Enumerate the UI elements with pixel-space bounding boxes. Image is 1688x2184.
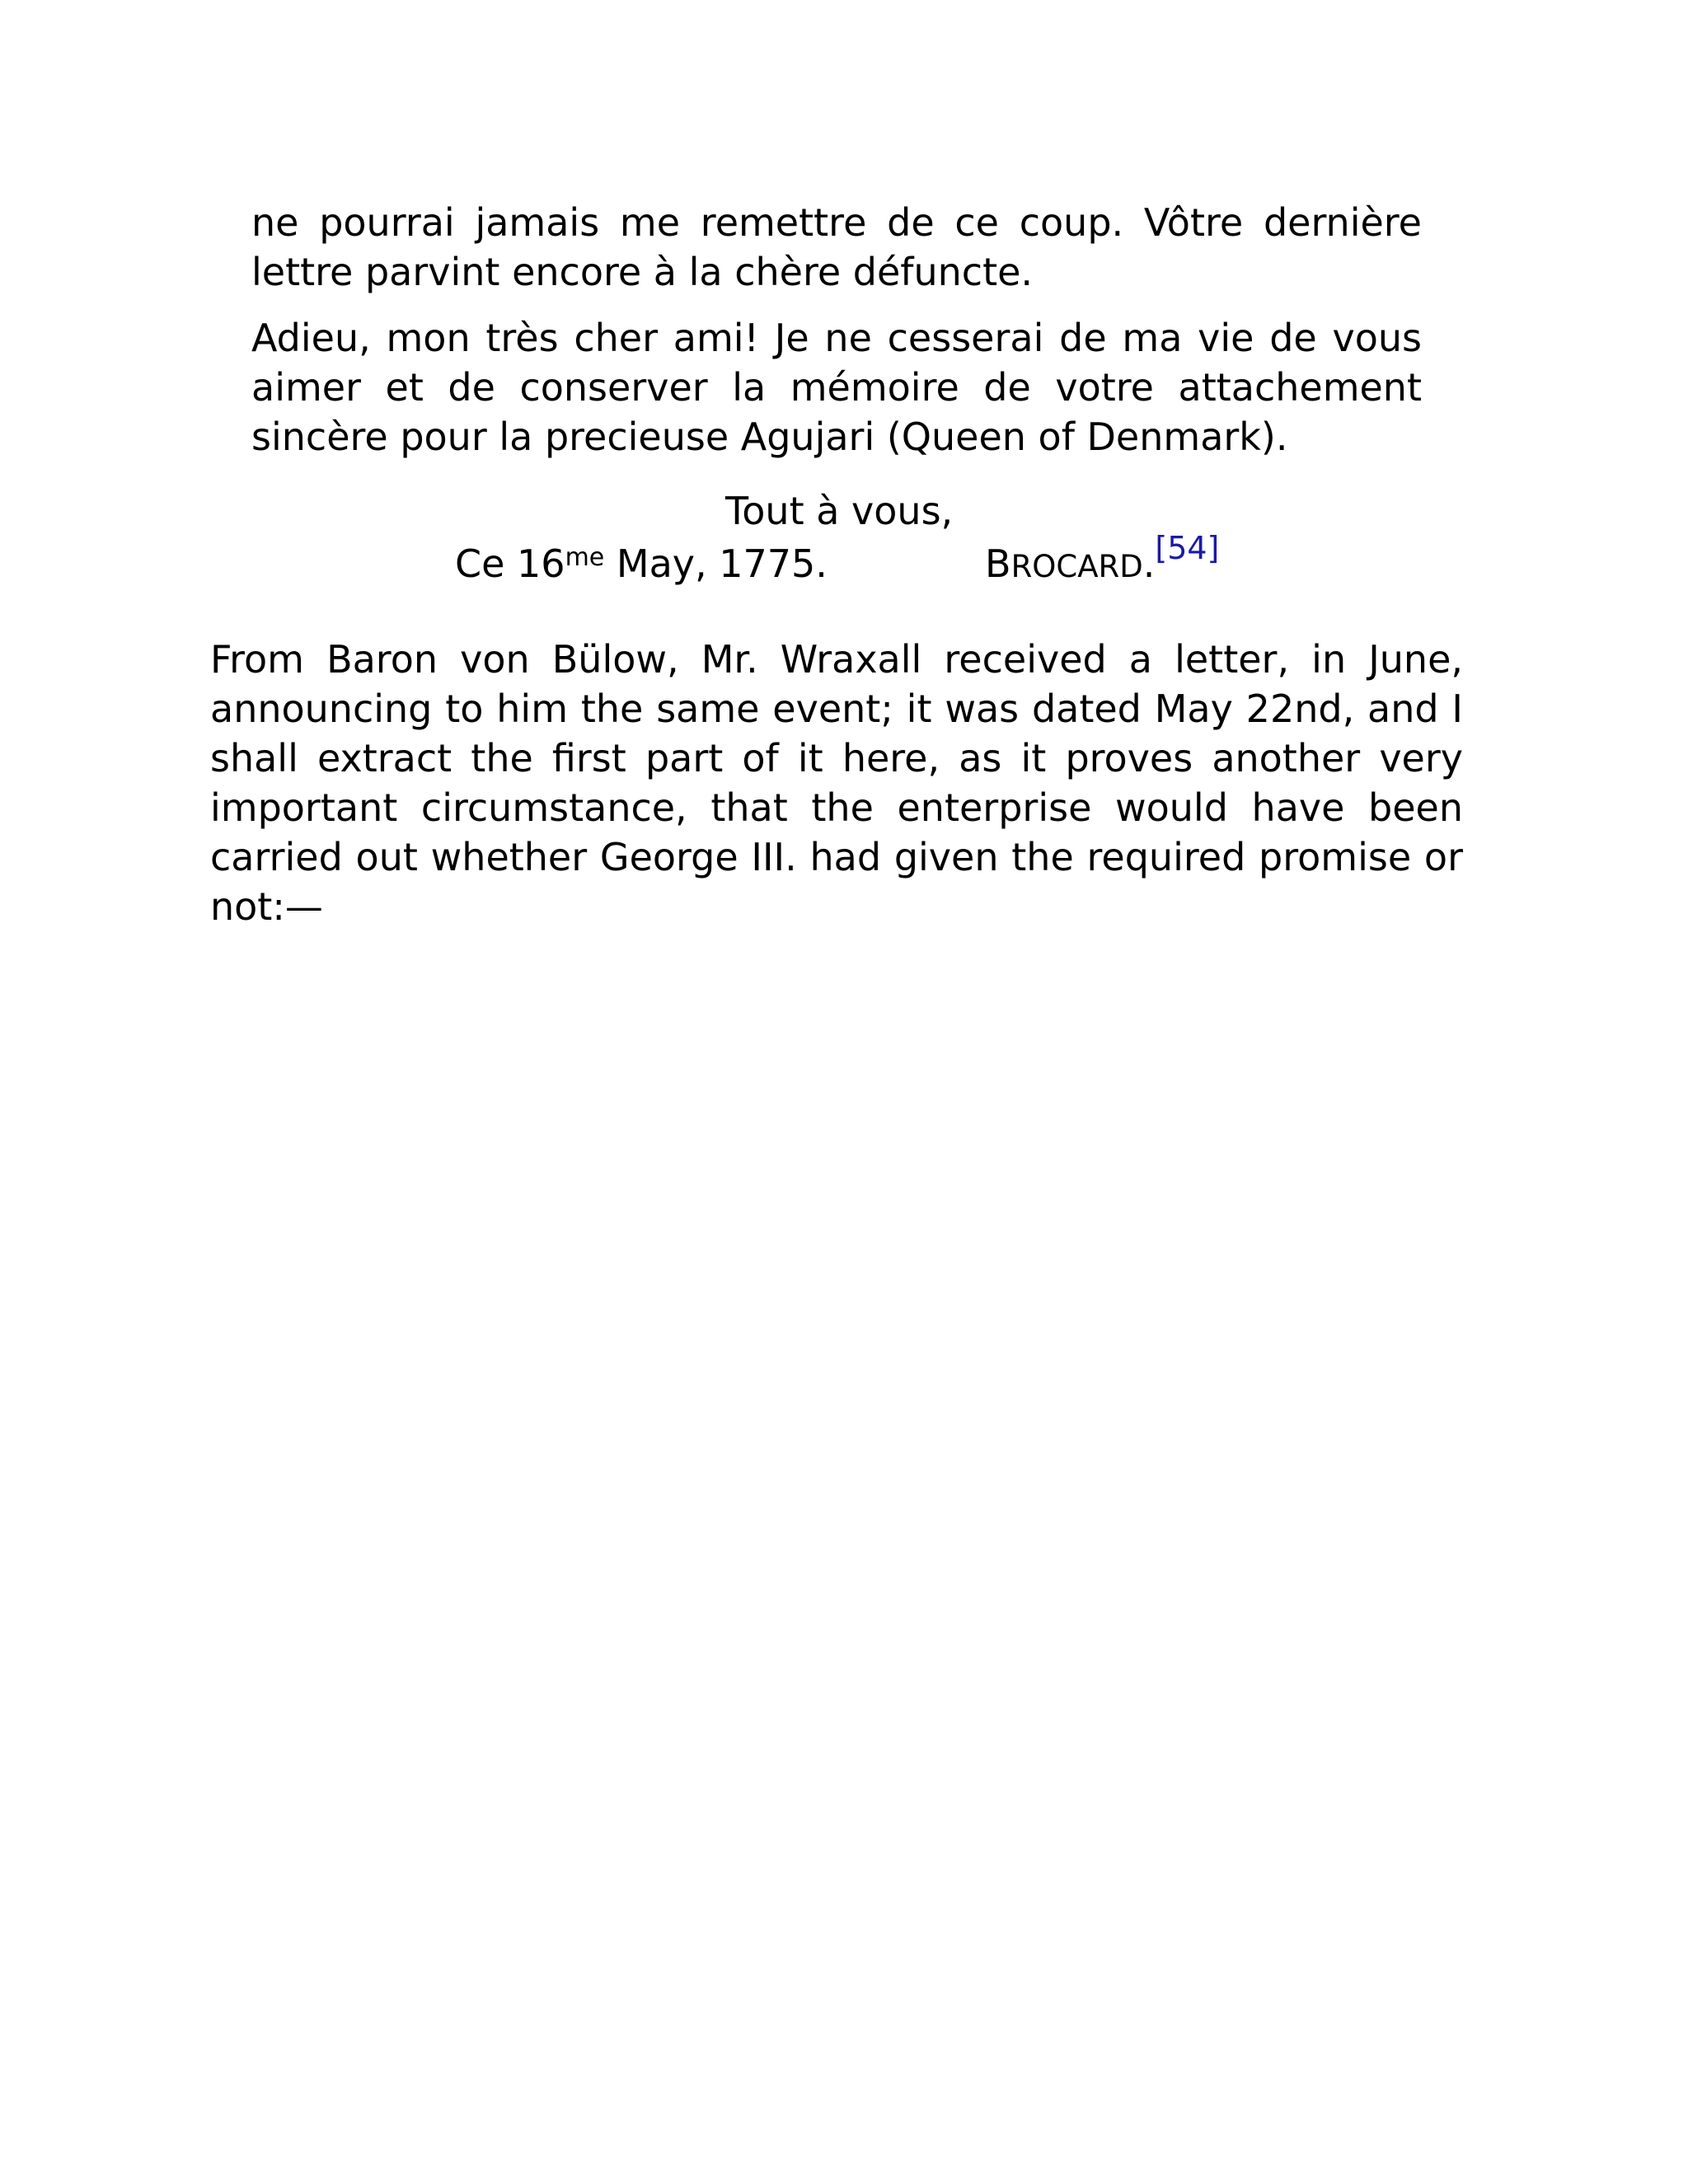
letter-date <box>455 539 828 588</box>
body-paragraph: From Baron von Bülow, Mr. Wraxall received a letter, in June, announcing to him the same event; it was dated May 22nd, and I shall extract the first part of it here, as it proves another very important circumstance, that the enterprise would have been carried out whether George III. had given the required promise or not:— <box>210 637 1463 929</box>
letter-paragraph-1: ne pourrai jamais me remettre de ce coup. Vôtre dernière lettre parvint encore à la chère défuncte. <box>251 200 1422 294</box>
letter-date-prefix: Ce 16 <box>455 541 565 586</box>
letter-signature <box>985 530 1220 592</box>
letter-paragraph-2: Adieu, mon très cher ami! Je ne cesserai de ma vie de vous aimer et de conserver la mémoire de votre attachement sincère pour la precieuse Agujari (Queen of Denmark). <box>251 316 1422 459</box>
footnote-link-54[interactable]: [54] <box>1155 530 1220 566</box>
body-text <box>210 635 1463 931</box>
letter-date-suffix: May, 1775. <box>604 541 828 586</box>
quoted-letter <box>251 198 1422 478</box>
letter-salutation: Tout à vous, <box>725 489 954 533</box>
letter-date-superscript: me <box>565 543 605 572</box>
signature-initial: B <box>985 541 1011 586</box>
signature-rest: ROCARD <box>1010 549 1143 584</box>
signature-period: . <box>1142 541 1156 586</box>
